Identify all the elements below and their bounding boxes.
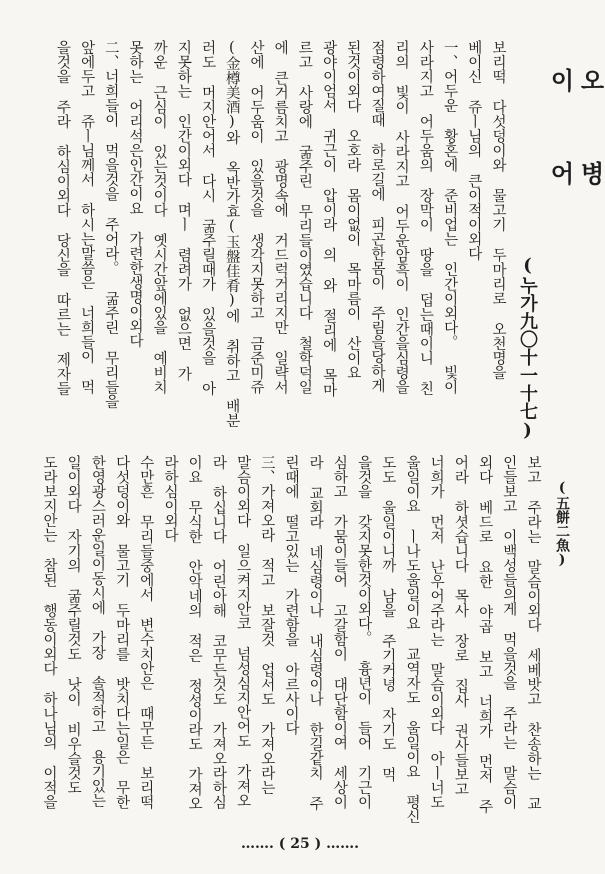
text-column: 르고 사랑에 굶주린 무리들이였습니다 철학덕일 [296,40,313,394]
text-column: 너희가 먼저 난우어주라는 말슴이외다 아ㅣ너도 [428,455,445,809]
text-column: 말슴이외다 일으켜지안코 넘성심지안어도 가져오 [234,455,251,808]
text-column: 외다 베드로 요한 야곱 보고 너희가 먼저 주 [476,455,493,814]
text-column: 러도 머지안어서 다시 굶주릴때가 있을것을 아 [199,40,216,396]
page-footer [0,836,600,852]
text-column: 을것을 주라 하심이외다 당신을 따르는 제자들 [54,40,71,396]
text-column: 앞에두고 쥬ㅣ님께서 하시는말씀은 너희들이 먹 [78,40,95,394]
text-column: 광야이엄서 귀근이 압이라 의 와 절리에 목마 [320,40,337,397]
text-column: 라 하십니다 어린아해 코무든것도 가져오라하심 [210,455,227,809]
text-column: 라하심이외다 [162,455,178,542]
text-column: 이요 무식한 안악네의 적은 정성이라도 가져오 [186,455,203,811]
text-column: 을것을 갖지못한것이외다。 흉년이 들어 기근이 [355,455,372,809]
text-column: 보리떡 다섯덩이와 물고기 두마리로 오천명을 [490,40,506,380]
text-column: (金樽美酒)와 옥반가효(玉盤佳肴)에 취하고 배분 [223,40,240,428]
text-column: 도라보지안는 참된 행동이외다 하나님의 이적을 [41,455,57,809]
text-column: 까운 근심이 있는것이다 옛시간앞에있을 예비치 [151,40,168,394]
sermon-subtitle-hanja: (五餅二魚) [554,480,570,568]
text-column: 二、너희들이 먹을것을 주어라。 굶주린 무리들을 [102,40,119,409]
text-column: 라 교회라 네심령이나 내심령이나 한길같치 주 [307,455,324,811]
text-column: 리의 빛이 사라지고 어두운암흑이 인간을심령을 [393,40,410,394]
text-column: 인들보고 이백성들의게 먹을것을 주라는 말슴이 [500,455,517,809]
footer-dots-left: ……. [241,836,274,852]
text-column: 에 큰거름치고 광명속에 거드럭거리지만 일략서 [272,40,289,394]
text-column: 三、가져오라 적고 보잘것 업서도 가져오라는 [258,455,275,795]
text-column: 베이신 쥬ㅣ님의 큰이적이외다 [465,40,482,261]
text-column: 다섯덩이와 물고기 두마리를 밧치다는일은 무한 [113,455,130,809]
text-column: 된것이외다 오호라 몸이없이 목마름이 산이요 [344,40,361,380]
text-column: 일이외다 자기의 굶주릴것도 낫이 비우슬것도 [65,455,82,795]
footer-dots-right: ……. [326,836,359,852]
text-column: 사라지고 어두움의 장막이 땅을 덥는때이니 친 [417,40,434,396]
text-column: 도도 울일이니까 남을 주기커녕 자기도 먹 [379,455,396,782]
text-column: 못하는 어리석은인간이요 가련한생명이외다 [127,40,143,348]
text-column: 심하고 가뭄이들어 고갈함이 대단함이여 세상이 [331,455,348,809]
text-column: 한영광스러운일이동시에 가장 솔적하고 용기있는 [89,455,106,808]
text-column: 一、어두운 황혼에 준비업는 인간이외다。 빛이 [441,40,458,394]
text-column: 지못하는 인간이외다 며ㅣ 렴려가 없으면 가 [175,40,192,381]
text-column: 어라 하셧습니다 목사 장로 집사 권사들보고 [452,455,469,796]
text-column: 울일이요 ㅣ나도울일이요 교역자도 울일이요 평신 [404,455,420,824]
sermon-title: 오 병 이 어 [546,68,605,205]
page-number: ( 25 ) [278,836,322,852]
text-column: 보고 주라는 말슴이외다 세베밧고 찬송하는 교 [525,455,541,811]
text-column: 점령하여질때 하로길에 피곤한몸이 주림을당하게 [369,40,385,393]
text-column: 린때에 떨고있는 가련함을 아르사이다 [283,455,299,735]
text-column: 수만흔 무리들중에서 변수치안은 때무든 보리떡 [137,455,154,809]
text-column: 산에 어두움이 있을것을 생각지못하고 금준미쥬 [248,40,264,394]
scripture-reference: (누가九〇十一十七) [517,255,538,441]
